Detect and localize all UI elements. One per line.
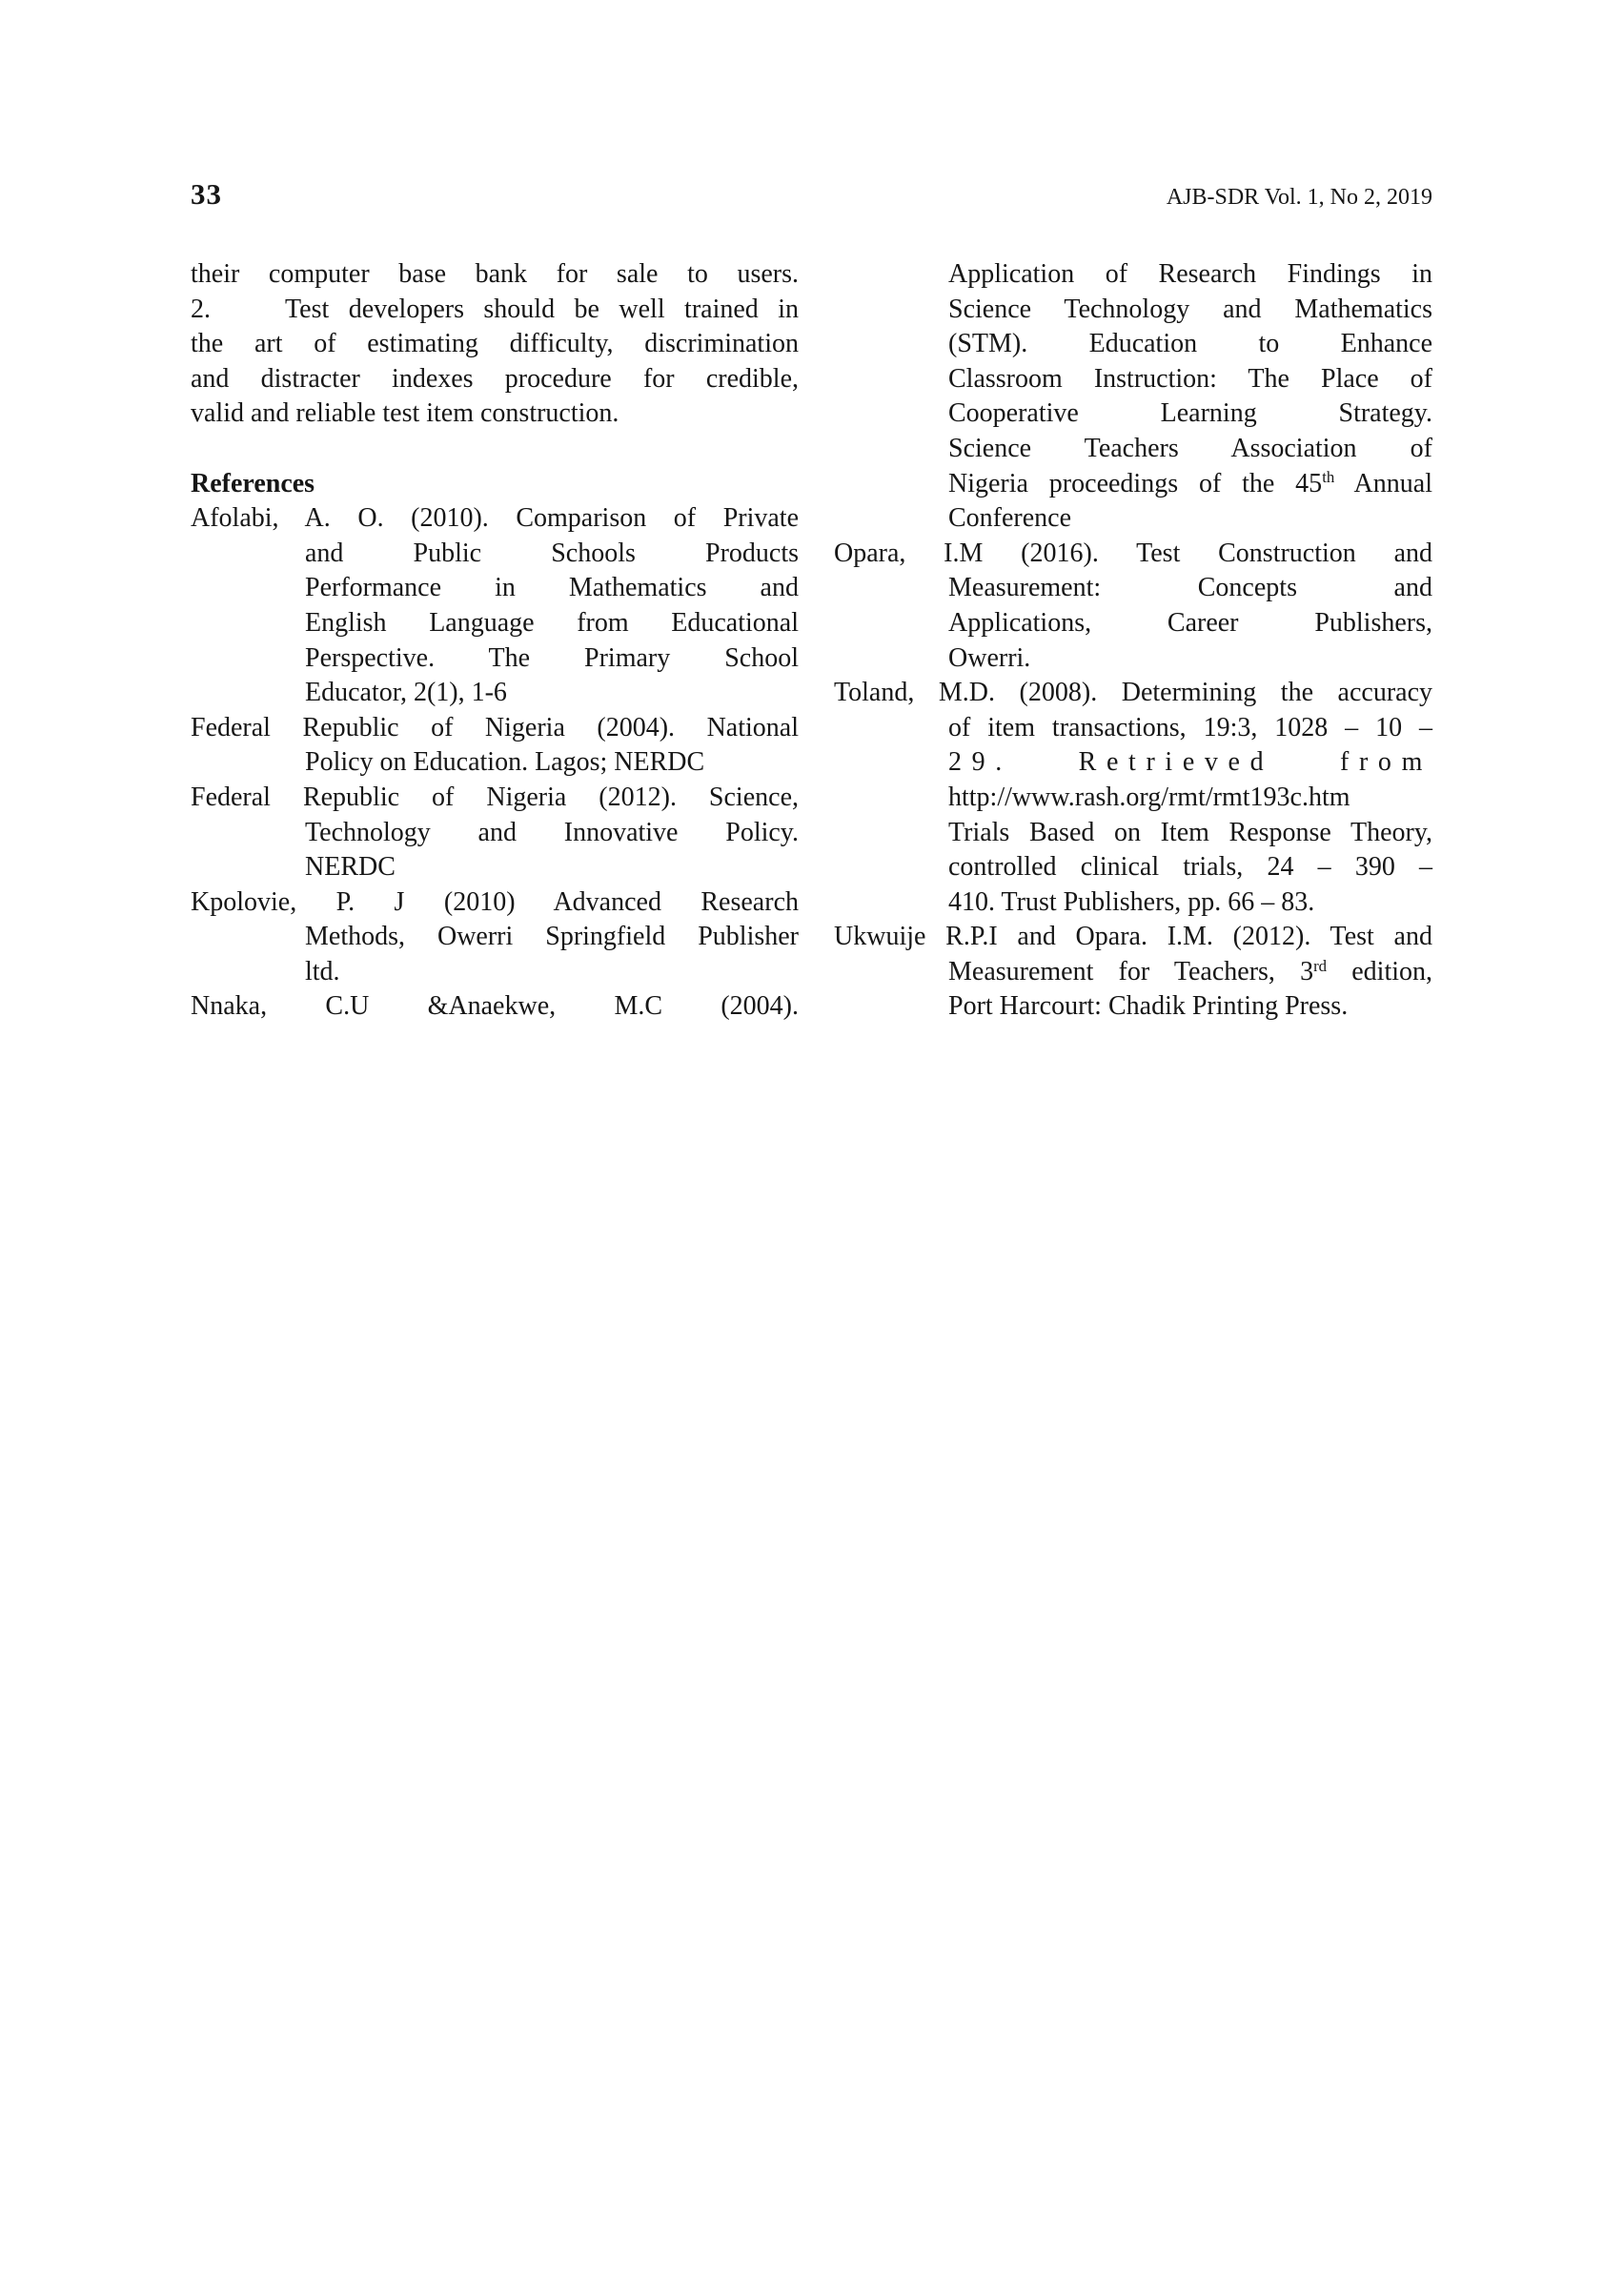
references-heading: References: [191, 468, 315, 498]
left-column-line-10: Performance in Mathematics and: [305, 573, 799, 603]
left-column-line-20: Methods, Owerri Springfield Publisher: [305, 922, 799, 952]
left-column-line-22: Nnaka, C.U &Anaekwe, M.C (2004).: [191, 991, 799, 1022]
left-column-line-13: Educator, 2(1), 1-6: [305, 678, 507, 708]
right-column-line-1: Application of Research Findings in: [948, 259, 1432, 289]
right-column-line-5: Cooperative Learning Strategy.: [948, 398, 1432, 429]
left-column-line-19: Kpolovie, P. J (2010) Advanced Research: [191, 886, 799, 917]
right-column-line-13: Toland, M.D. (2008). Determining the accuracy: [834, 678, 1432, 708]
left-column-line-3: the art of estimating difficulty, discrimination: [191, 329, 799, 359]
right-column-line-9: Opara, I.M (2016). Test Construction and: [834, 538, 1432, 568]
journal-citation: AJB-SDR Vol. 1, No 2, 2019: [1166, 185, 1432, 210]
left-column-line-17: Technology and Innovative Policy.: [305, 817, 799, 847]
left-column-line-12: Perspective. The Primary School: [305, 642, 799, 673]
right-column-line-16: http://www.rash.org/rmt/rmt193c.htm: [948, 782, 1350, 812]
right-column-line-20: Ukwuije R.P.I and Opara. I.M. (2012). Test and: [834, 922, 1432, 952]
left-column-line-5: valid and reliable test item construction.: [191, 398, 619, 429]
page-number: 33: [191, 177, 222, 211]
left-column-line-16: Federal Republic of Nigeria (2012). Science,: [191, 782, 799, 812]
right-column-line-6: Science Teachers Association of: [948, 433, 1432, 463]
ordinal-superscript: rd: [1313, 956, 1328, 975]
right-column-line-4: Classroom Instruction: The Place of: [948, 363, 1432, 394]
right-column-line-10: Measurement: Concepts and: [948, 573, 1432, 603]
right-column-line-14: of item transactions, 19:3, 1028 – 10 –: [948, 712, 1432, 742]
left-column-line-18: NERDC: [305, 852, 396, 883]
right-column-line-7: Nigeria proceedings of the 45th Annual: [948, 468, 1432, 498]
left-column-line-4: and distracter indexes procedure for credible,: [191, 363, 799, 394]
left-column-line-1: their computer base bank for sale to users.: [191, 259, 799, 289]
left-column-line-9: and Public Schools Products: [305, 538, 799, 568]
right-column-line-3: (STM). Education to Enhance: [948, 329, 1432, 359]
right-column-line-17: Trials Based on Item Response Theory,: [948, 817, 1432, 847]
page-header: [191, 177, 1432, 212]
right-column-line-15: 29. Retrieved from: [948, 747, 1432, 778]
tab-spacer: [211, 316, 285, 317]
right-column-line-18: controlled clinical trials, 24 – 390 –: [948, 852, 1432, 883]
left-column-line-21: ltd.: [305, 956, 340, 986]
left-column-line-11: English Language from Educational: [305, 607, 799, 638]
left-column-line-15: Policy on Education. Lagos; NERDC: [305, 747, 705, 778]
left-column-line-14: Federal Republic of Nigeria (2004). National: [191, 712, 799, 742]
left-column: [191, 257, 799, 1025]
left-column-line-6: [191, 432, 799, 467]
right-column: [834, 257, 1432, 1025]
right-column-line-2: Science Technology and Mathematics: [948, 294, 1432, 324]
right-column-line-21: Measurement for Teachers, 3rd edition,: [948, 956, 1433, 986]
right-column-line-11: Applications, Career Publishers,: [948, 607, 1432, 638]
right-column-line-12: Owerri.: [948, 642, 1031, 673]
right-column-line-22: Port Harcourt: Chadik Printing Press.: [948, 991, 1349, 1022]
left-column-line-8: Afolabi, A. O. (2010). Comparison of Private: [191, 503, 799, 534]
right-column-line-19: 410. Trust Publishers, pp. 66 – 83.: [948, 886, 1315, 917]
right-column-line-8: Conference: [948, 503, 1072, 534]
left-column-line-2: 2. Test developers should be well trained in: [191, 294, 799, 324]
ordinal-superscript: th: [1322, 468, 1335, 487]
